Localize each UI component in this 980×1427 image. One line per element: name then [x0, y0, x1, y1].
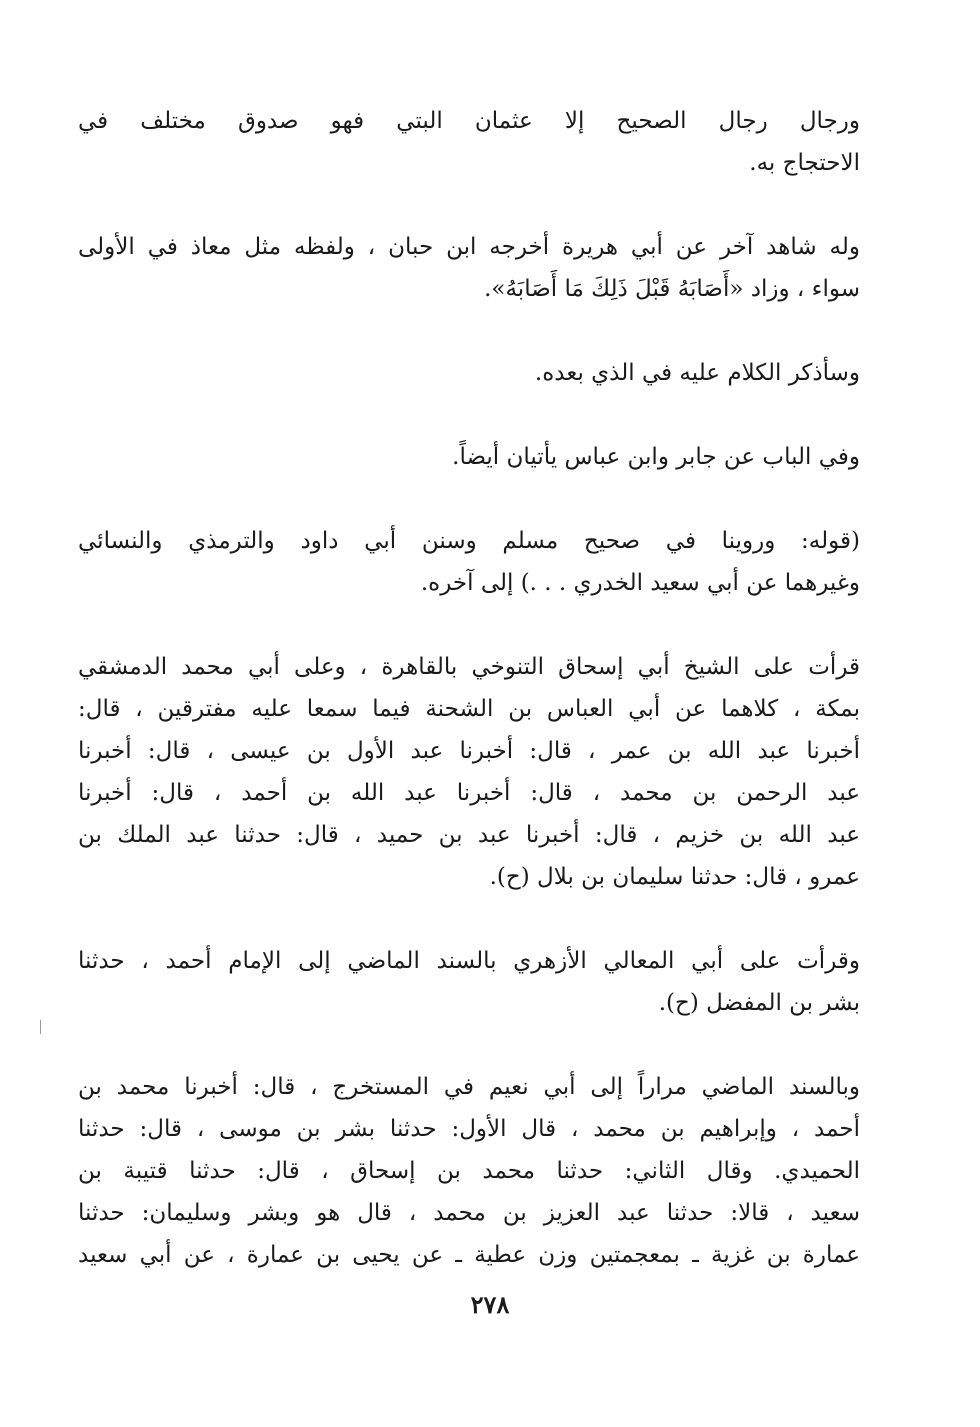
text-line: (قوله: وروينا في صحيح مسلم وسنن أبي داود والترمذي والنسائي: [78, 528, 860, 554]
text-line: أحمد ، وإبراهيم بن محمد ، قال الأول: حدثنا بشر بن موسى ، قال: حدثنا: [78, 1116, 860, 1142]
text-line: قرأت على الشيخ أبي إسحاق التنوخي بالقاهرة ، وعلى أبي محمد الدمشقي: [78, 654, 860, 680]
paragraph: [78, 352, 860, 394]
paragraph: [78, 646, 860, 898]
text-line: سواء ، وزاد «أَصَابَهُ قَبْلَ ذَلِكَ مَا أَصَابَهُ».: [484, 276, 860, 302]
text-line: بشر بن المفضل (ح).: [658, 990, 860, 1016]
paragraph: [78, 520, 860, 604]
text-line: ورجال رجال الصحيح إلا عثمان البتي فهو صدوق مختلف في: [78, 108, 860, 134]
body-text: [78, 100, 860, 1318]
text-line: وغيرهما عن أبي سعيد الخدري . . .) إلى آخره.: [420, 570, 860, 596]
paragraph: [78, 226, 860, 310]
text-line: سعيد ، قالا: حدثنا عبد العزيز بن محمد ، قال هو وبشر وسليمان: حدثنا: [78, 1200, 860, 1226]
text-line: عمرو ، قال: حدثنا سليمان بن بلال (ح).: [489, 864, 860, 890]
paragraph: [78, 940, 860, 1024]
paragraph: [78, 100, 860, 184]
paragraph: [78, 1066, 860, 1276]
paragraph: [78, 436, 860, 478]
text-line: الحميدي. وقال الثاني: حدثنا محمد بن إسحاق ، قال: حدثنا قتيبة بن: [78, 1158, 860, 1184]
text-line: وله شاهد آخر عن أبي هريرة أخرجه ابن حبان ، ولفظه مثل معاذ في الأولى: [78, 234, 860, 260]
text-line: وسأذكر الكلام عليه في الذي بعده.: [534, 360, 860, 386]
text-line: بمكة ، كلاهما عن أبي العباس بن الشحنة فيما سمعا عليه مفترقين ، قال:: [78, 696, 860, 722]
text-line: الاحتجاج به.: [749, 150, 860, 176]
page-number: ٢٧٨: [470, 1290, 510, 1319]
text-line: عبد الرحمن بن محمد ، قال: أخبرنا عبد الله بن أحمد ، قال: أخبرنا: [78, 780, 860, 806]
text-line: وفي الباب عن جابر وابن عباس يأتيان أيضاً.: [452, 444, 860, 470]
text-line: وبالسند الماضي مراراً إلى أبي نعيم في المستخرج ، قال: أخبرنا محمد بن: [78, 1074, 860, 1100]
margin-mark: [40, 1020, 41, 1034]
text-line: عمارة بن غزية ـ بمعجمتين وزن عطية ـ عن يحيى بن عمارة ، عن أبي سعيد: [78, 1242, 860, 1268]
text-line: وقرأت على أبي المعالي الأزهري بالسند الماضي إلى الإمام أحمد ، حدثنا: [78, 948, 860, 974]
text-line: أخبرنا عبد الله بن عمر ، قال: أخبرنا عبد الأول بن عيسى ، قال: أخبرنا: [78, 738, 860, 764]
text-line: عبد الله بن خزيم ، قال: أخبرنا عبد بن حميد ، قال: حدثنا عبد الملك بن: [78, 822, 860, 848]
